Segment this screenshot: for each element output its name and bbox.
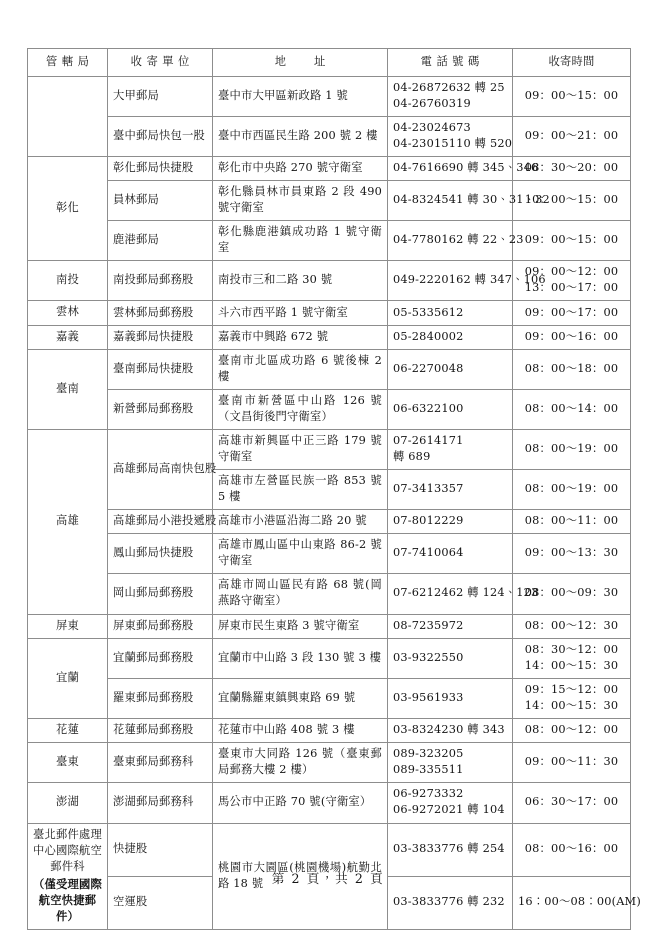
column-header-bureau (28, 49, 108, 77)
cell-phone (388, 783, 513, 823)
cell-address: 高雄市岡山區民有路 68 號(岡燕路守衛室） (213, 574, 388, 614)
bureau-name: 彰化 (56, 201, 79, 215)
text-line: 高雄郵局小港投遞股 (113, 514, 217, 528)
cell-hours (513, 430, 631, 470)
text-line: 快捷股 (113, 842, 148, 856)
text-line: 03-9322550 (393, 650, 464, 664)
text-line: 089-335511 (393, 763, 464, 777)
cell-phone (388, 574, 539, 614)
text-line: 08：00～12：30 (524, 618, 619, 632)
cell-bureau (28, 719, 108, 743)
cell-hours (513, 261, 631, 301)
cell-hours (513, 719, 631, 743)
cell-hours (513, 350, 631, 390)
cell-bureau (28, 783, 108, 823)
cell-address: 臺東市大同路 126 號（臺東郵局郵務大樓 2 樓） (213, 743, 388, 783)
cell-address: 彰化縣員林市員東路 2 段 490 號守衛室 (213, 181, 388, 221)
table-row (28, 510, 631, 534)
text-line: 臺中郵局快包一股 (113, 129, 205, 143)
cell-address: 高雄市新興區中正三路 179 號守衛室 (213, 430, 388, 470)
text-line: 大甲郵局 (113, 89, 159, 103)
text-line: 09：00～15：00 (524, 233, 619, 247)
cell-bureau (28, 638, 108, 718)
bureau-name: 屏東 (56, 618, 79, 632)
cell-unit (108, 181, 213, 221)
cell-unit (108, 430, 217, 510)
text-line: 06-9273332 (393, 787, 464, 801)
cell-address: 臺南市新營區中山路 126 號（文昌街後門守衛室） (213, 390, 388, 430)
text-line: 鹿港郵局 (113, 233, 159, 247)
table-row (28, 181, 631, 221)
text-line: 花蓮郵局郵務股 (113, 723, 194, 737)
text-line: 屏東郵局郵務股 (113, 618, 194, 632)
cell-address: 高雄市左營區民族一路 853 號 5 樓 (213, 470, 388, 510)
cell-address: 南投市三和二路 30 號 (213, 261, 388, 301)
text-line: 08：30～20：00 (524, 161, 619, 175)
cell-hours (513, 157, 631, 181)
text-line: 04-8324541 轉 30、31、32 (393, 193, 550, 207)
cell-hours (513, 534, 631, 574)
cell-address: 屏東市民生東路 3 號守衛室 (213, 614, 388, 638)
cell-address: 桃園市大園區(桃園機場)航勤北路 18 號 (213, 823, 388, 929)
cell-phone (388, 638, 513, 678)
text-line: 04-26760319 (393, 97, 471, 111)
bureau-name: 高雄 (56, 514, 79, 528)
cell-unit (108, 350, 213, 390)
text-line: 08：00～14：00 (524, 402, 619, 416)
text-line: 049-2220162 轉 347、106 (393, 273, 546, 287)
text-line: 07-2614171 (393, 434, 464, 448)
cell-hours (513, 574, 631, 614)
text-line: 04-7616690 轉 345、346 (393, 161, 539, 175)
text-line: 06：30～17：00 (524, 795, 619, 809)
cell-address: 宜蘭市中山路 3 段 130 號 3 樓 (213, 638, 388, 678)
cell-address: 宜蘭縣羅東鎮興東路 69 號 (213, 678, 388, 718)
text-line: 04-23015110 轉 520 (393, 137, 513, 151)
cell-address: 臺南市北區成功路 6 號後棟 2 樓 (213, 350, 388, 390)
cell-unit (108, 325, 213, 349)
cell-hours (513, 638, 631, 678)
cell-phone (388, 181, 550, 221)
text-line: 06-6322100 (393, 402, 464, 416)
text-line: 新營郵局郵務股 (113, 402, 194, 416)
cell-phone (388, 534, 513, 574)
table-row (28, 743, 631, 783)
cell-unit (108, 534, 213, 574)
cell-address: 花蓮市中山路 408 號 3 樓 (213, 719, 388, 743)
text-line: 07-6212462 轉 124、123 (393, 586, 539, 600)
table-row (28, 350, 631, 390)
cell-unit (108, 678, 213, 718)
text-line: 14：00～15：30 (524, 658, 619, 672)
text-line: 南投郵局郵務股 (113, 273, 194, 287)
table-row (28, 614, 631, 638)
cell-address: 嘉義市中興路 672 號 (213, 325, 388, 349)
cell-bureau (28, 325, 108, 349)
cell-unit (108, 157, 213, 181)
table-row (28, 325, 631, 349)
cell-phone (388, 510, 513, 534)
cell-unit (108, 301, 213, 325)
text-line: 05-2840002 (393, 329, 464, 343)
cell-address: 彰化縣鹿港鎮成功路 1 號守衛室 (213, 221, 388, 261)
table-row (28, 638, 631, 678)
page-footer: 第 2 頁，共 2 頁 (271, 871, 385, 886)
text-line: 08：00～19：00 (524, 442, 619, 456)
table-row (28, 77, 631, 117)
cell-hours (513, 117, 631, 157)
bureau-name: 花蓮 (56, 723, 79, 736)
cell-unit (108, 719, 213, 743)
text-line: 08：00～12：00 (524, 723, 619, 737)
text-line: 10：00～15：00 (524, 193, 619, 207)
column-header-address-label: 地址 (274, 54, 354, 68)
bureau-note: （僅受理國際航空快捷郵件） (33, 876, 102, 924)
cell-bureau (28, 77, 108, 157)
cell-phone (388, 77, 513, 117)
cell-unit (108, 614, 213, 638)
text-line: 宜蘭郵局郵務股 (113, 650, 194, 664)
text-line: 雲林郵局郵務股 (113, 305, 194, 319)
text-line: 06-9272021 轉 104 (393, 803, 505, 817)
cell-phone (388, 390, 513, 430)
column-header-hours-label: 收寄時間 (548, 54, 595, 68)
column-header-hours (513, 49, 631, 77)
text-line: 04-7780162 轉 22、23 (393, 233, 524, 247)
bureau-name: 南投 (56, 273, 79, 287)
text-line: 04-23024673 (393, 121, 471, 135)
table-body (28, 77, 641, 930)
cell-hours (513, 614, 631, 638)
cell-unit (108, 390, 213, 430)
text-line: 09：15～12：00 (524, 682, 619, 696)
text-line: 04-26872632 轉 25 (393, 81, 505, 94)
cell-hours (513, 510, 631, 534)
cell-unit (108, 638, 213, 678)
text-line: 彰化郵局快捷股 (113, 161, 194, 175)
text-line: 空運股 (113, 895, 148, 909)
text-line: 06-2270048 (393, 362, 464, 376)
column-header-address (213, 49, 388, 77)
text-line: 員林郵局 (113, 193, 159, 207)
cell-hours (513, 325, 631, 349)
table-row (28, 157, 631, 181)
cell-hours (513, 181, 631, 221)
cell-bureau (28, 157, 108, 261)
text-line: 03-3833776 轉 254 (393, 842, 505, 856)
table-row (28, 390, 631, 430)
cell-hours (513, 301, 631, 325)
table-row (28, 301, 631, 325)
cell-hours (513, 678, 631, 718)
table-row (28, 574, 631, 614)
bureau-name: 宜蘭 (56, 670, 79, 684)
cell-hours (513, 77, 631, 117)
cell-phone (388, 261, 546, 301)
text-line: 09：00～11：30 (524, 755, 619, 769)
bureau-name: 臺東 (56, 755, 79, 769)
text-line: 鳳山郵局快捷股 (113, 546, 194, 560)
table-row (28, 719, 631, 743)
text-line: 14：00～15：30 (524, 698, 619, 712)
cell-phone (388, 430, 513, 470)
cell-phone (388, 678, 513, 718)
cell-bureau (28, 350, 108, 430)
table-row (28, 261, 631, 301)
cell-unit (108, 221, 213, 261)
cell-phone (388, 117, 513, 157)
cell-hours (513, 470, 631, 510)
bureau-name: 嘉義 (56, 329, 79, 343)
cell-address: 斗六市西平路 1 號守衛室 (213, 301, 388, 325)
text-line: 05-5335612 (393, 305, 464, 319)
text-line: 07-3413357 (393, 482, 464, 496)
text-line: 08：00～18：00 (524, 362, 619, 376)
cell-unit (108, 574, 213, 614)
collection-units-table (27, 48, 641, 930)
text-line: 08：00～09：30 (524, 586, 619, 600)
text-line: 臺南郵局快捷股 (113, 362, 194, 376)
text-line: 09：00～17：00 (524, 305, 619, 319)
text-line: 03-8324230 轉 343 (393, 723, 505, 737)
cell-phone (388, 614, 513, 638)
cell-address: 馬公市中正路 70 號(守衛室） (213, 783, 388, 823)
text-line: 08：00～11：00 (524, 514, 619, 528)
table-row (28, 430, 631, 470)
text-line: 羅東郵局郵務股 (113, 690, 194, 704)
bureau-name: 臺南 (56, 381, 79, 395)
text-line: 08：00～16：00 (524, 842, 619, 856)
column-header-unit-label: 收寄單位 (130, 54, 194, 68)
cell-bureau (28, 261, 108, 301)
cell-bureau (28, 614, 108, 638)
column-header-phone (388, 49, 513, 77)
text-line: 13：00～17：00 (524, 281, 619, 295)
cell-bureau (28, 430, 108, 614)
text-line: 臺東郵局郵務科 (113, 755, 194, 769)
text-line: 09：00～16：00 (524, 329, 619, 343)
cell-phone (388, 301, 513, 325)
cell-hours (513, 783, 631, 823)
text-line: 岡山郵局郵務股 (113, 586, 194, 600)
cell-address: 高雄市鳳山區中山東路 86-2 號守衛室 (213, 534, 388, 574)
text-line: 07-8012229 (393, 514, 464, 528)
cell-address: 高雄市小港區沿海二路 20 號 (213, 510, 388, 534)
text-line: 07-7410064 (393, 546, 464, 560)
cell-unit (108, 743, 213, 783)
text-line: 089-323205 (393, 747, 464, 761)
cell-phone (388, 325, 513, 349)
cell-hours (513, 390, 631, 430)
text-line: 03-9561933 (393, 690, 464, 704)
text-line: 09：00～21：00 (524, 129, 619, 143)
table-row (28, 783, 631, 823)
cell-phone (388, 743, 513, 783)
cell-bureau (28, 743, 108, 783)
cell-unit (108, 77, 213, 117)
cell-unit (108, 117, 213, 157)
column-header-bureau-label: 管轄局 (46, 54, 94, 68)
table-header-row (28, 49, 631, 77)
text-line: 嘉義郵局快捷股 (113, 329, 194, 343)
cell-phone (388, 350, 513, 390)
text-line: 轉 689 (393, 450, 431, 464)
text-line: 08：00～19：00 (524, 482, 619, 496)
cell-hours (513, 221, 631, 261)
cell-phone (388, 221, 524, 261)
text-line: 03-3833776 轉 232 (393, 895, 505, 909)
table-row (28, 678, 631, 718)
text-line: 08：30～12：00 (524, 642, 619, 656)
text-line: 澎湖郵局郵務科 (113, 795, 194, 809)
cell-address: 臺中市西區民生路 200 號 2 樓 (213, 117, 388, 157)
cell-address: 臺中市大甲區新政路 1 號 (213, 77, 388, 117)
cell-unit (108, 783, 213, 823)
text-line: 09：00～15：00 (524, 89, 619, 103)
table-row (28, 221, 631, 261)
column-header-phone-label: 電話號碼 (420, 54, 484, 68)
cell-hours (513, 743, 631, 783)
cell-phone (388, 470, 513, 510)
cell-bureau (28, 301, 108, 325)
cell-unit (108, 510, 217, 534)
table-header (28, 49, 631, 77)
text-line: 高雄郵局高南快包股 (113, 462, 217, 476)
text-line: 09：00～13：30 (524, 546, 619, 560)
cell-address: 彰化市中央路 270 號守衛室 (213, 157, 388, 181)
table-row (28, 534, 631, 574)
cell-phone (388, 719, 513, 743)
bureau-name: 雲林 (56, 305, 79, 319)
bureau-name: 臺北郵件處理中心國際航空郵件科 (33, 827, 102, 874)
column-header-unit (108, 49, 213, 77)
text-line: 09：00～12：00 (524, 265, 619, 279)
cell-unit (108, 261, 213, 301)
cell-phone (388, 157, 539, 181)
bureau-name: 澎湖 (56, 795, 79, 809)
table-row (28, 117, 631, 157)
text-line: 08-7235972 (393, 618, 464, 632)
text-line: 16：00～08：00(AM) (518, 895, 641, 909)
